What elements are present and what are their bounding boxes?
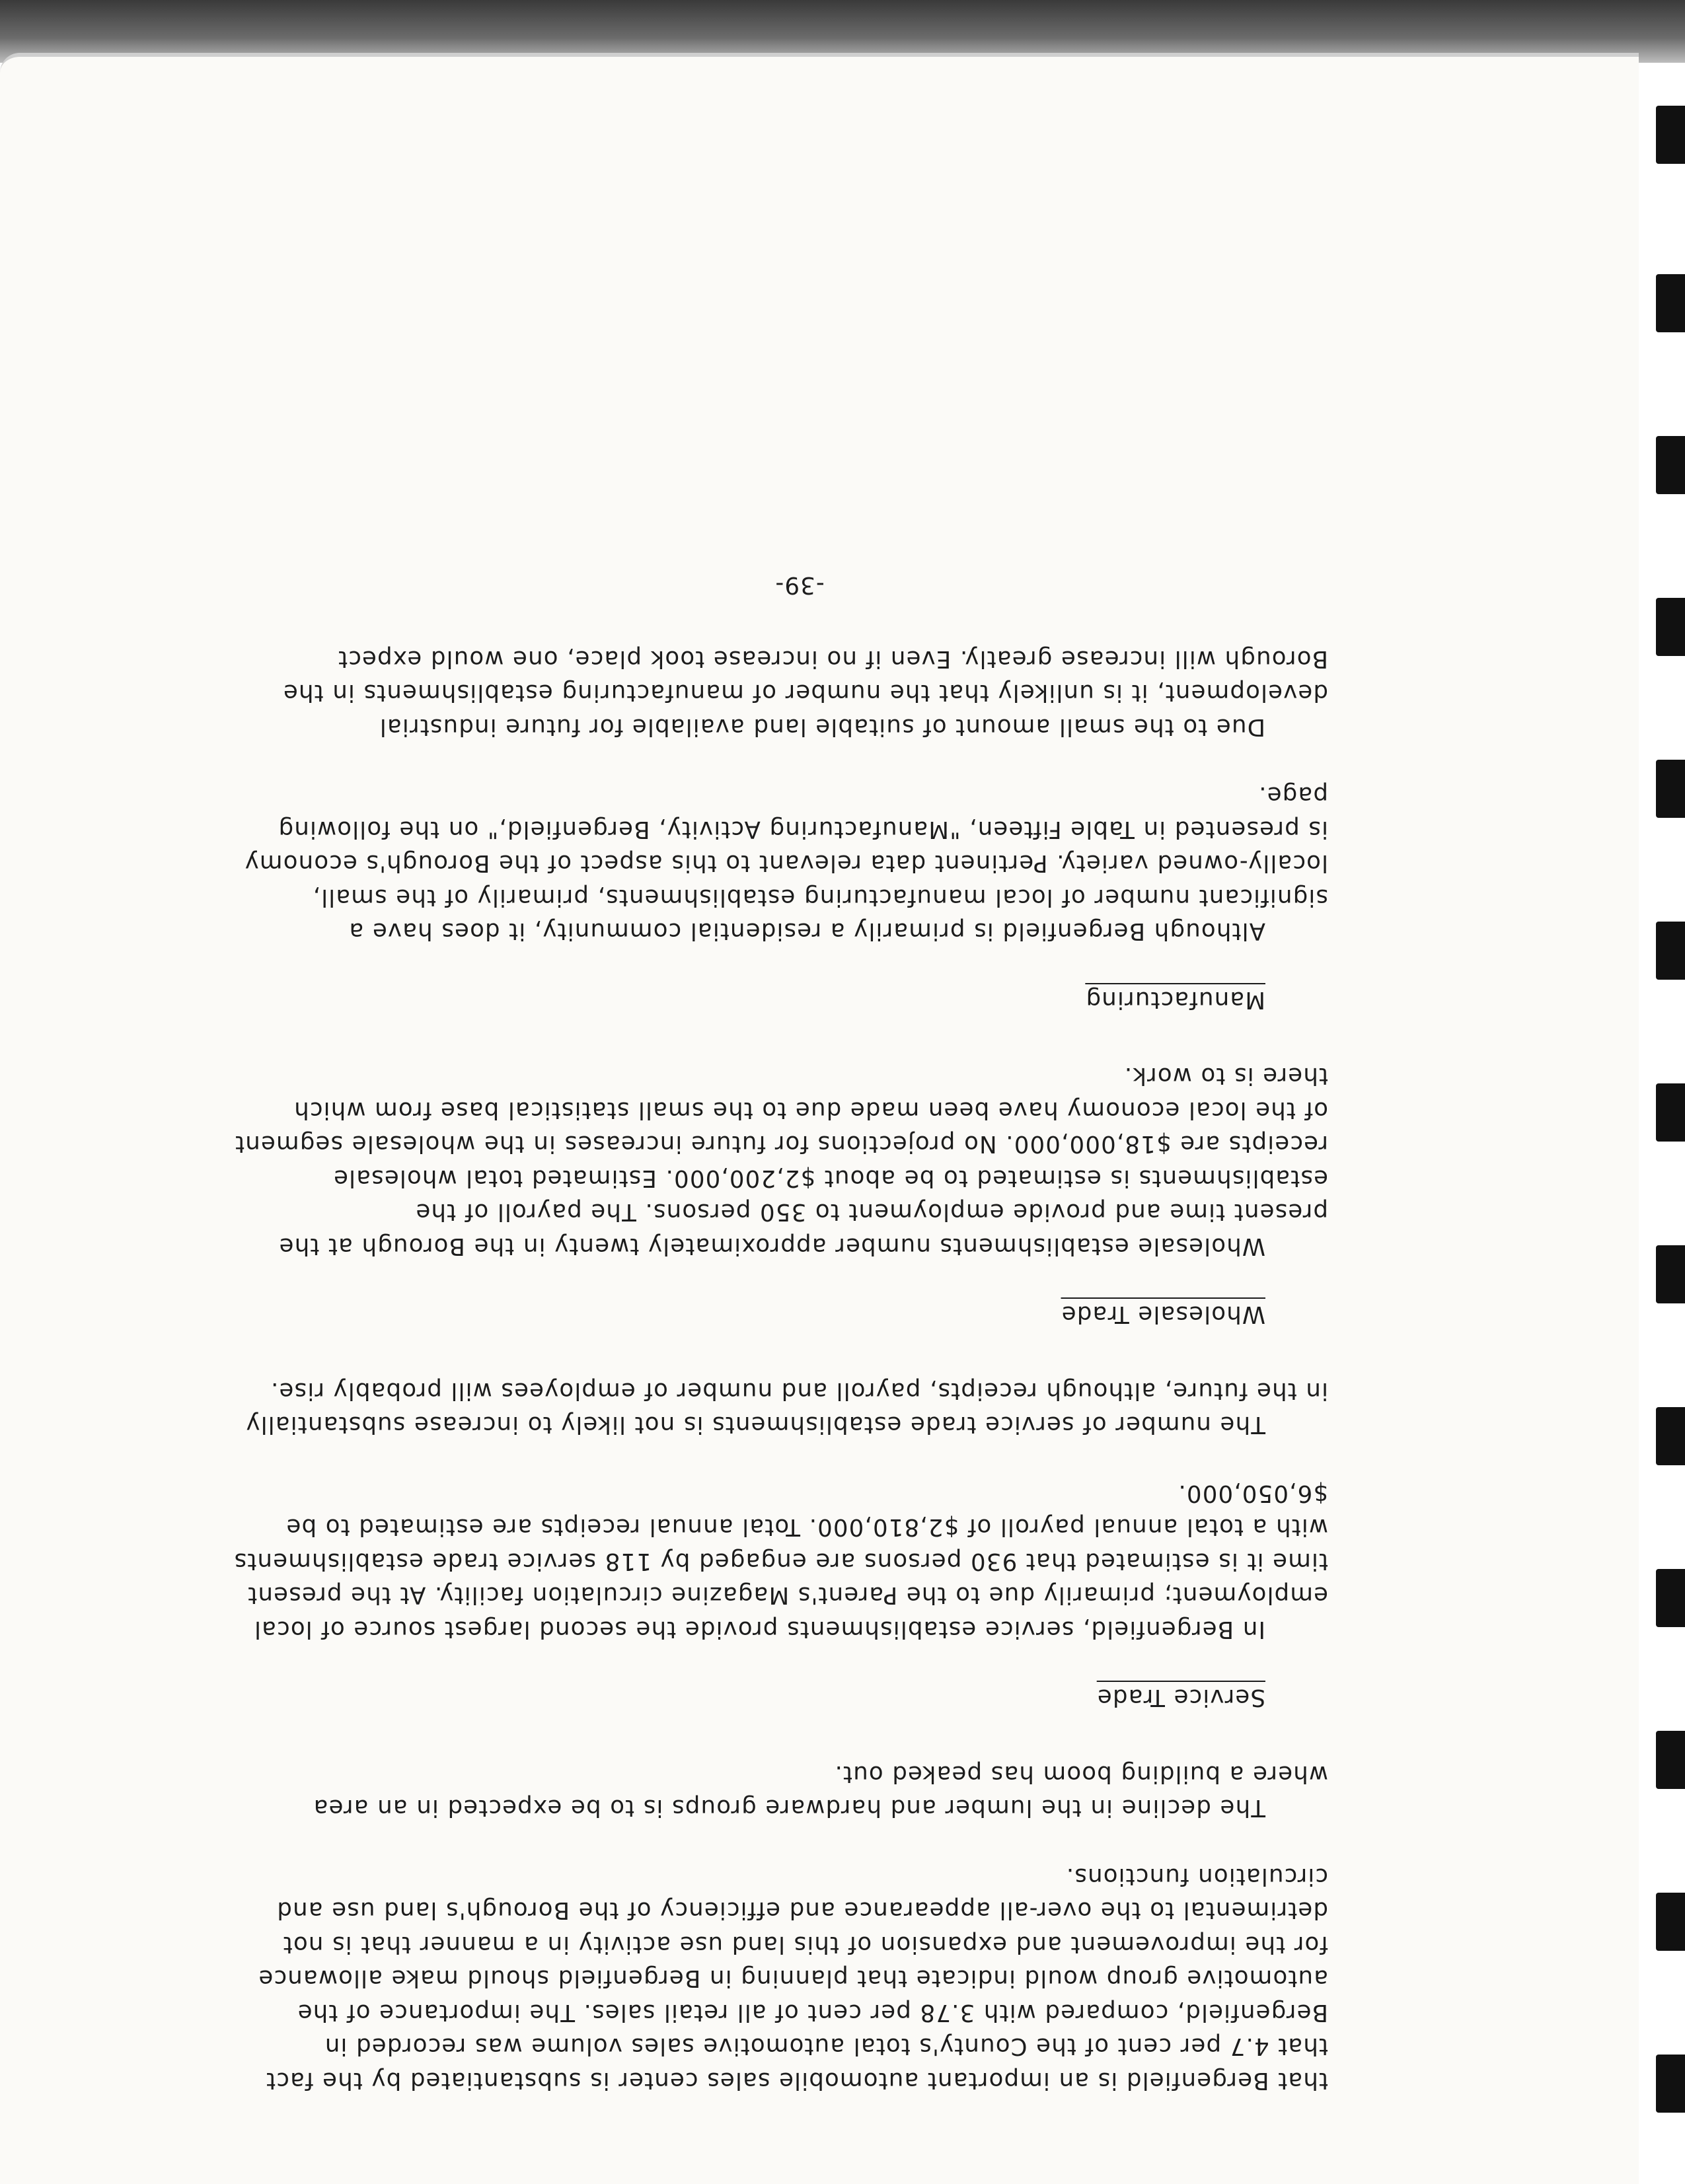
page-number: -39-: [774, 571, 825, 599]
paragraph-manufacturing-outlook: Due to the small amount of suitable land available for future industrial development, it is unlikely that the number of manufacturing establishments in the Borough will increase greatly. Even if no increase took place, one would expect: [282, 645, 1328, 741]
paragraph-manufacturing-overview: Although Bergenfield is primarily a residential community, it does have a significant number of local manufacturing establishments, primarily of the small, locally-owned variety. Pertinent data relevant to this aspect of the Borough's economy is presented in Table Fifteen, "Manufacturing Activity, Bergenfield," on the following page.: [244, 782, 1328, 945]
paragraph-lumber-hardware: The decline in the lumber and hardware groups is to be expected in an area where a building boom has peaked out.: [313, 1761, 1328, 1822]
paragraph-automotive: that Bergenfield is an important automobile sales center is substantiated by the fact that 4.7 per cent of the County's total automotive sales volume was recorded in Bergenfield, compared with 3.78 per cent of all retail sales. The importance of the automotive group would indicate that planning in Bergenfield should make allowance for the improvement and expansion of this land use activity in a manner that is not detrimental to the over-all appearance and efficiency of the Borough's land use and circulation functions.: [258, 1863, 1328, 2094]
paragraph-service-outlook: The number of service trade establishments is not likely to increase substantially in the future, although receipts, payroll and number of employees will probably rise.: [245, 1377, 1328, 1439]
paragraph-wholesale: Wholesale establishments number approximately twenty in the Borough at the present time and provide employment to 350 persons. The payroll of the establishments is estimated to be about $2,200,000. Estimated total wholesale receipts are $18,000,000. No projections for future increases in the wholesale segment of the local economy have been made due to the small statistical base from which there is to work.: [234, 1062, 1328, 1260]
heading-service-trade: Service Trade: [1096, 1684, 1265, 1712]
heading-manufacturing: Manufacturing: [1085, 986, 1265, 1013]
paragraph-service-employment: In Bergenfield, service establishments provide the second largest source of local employment; primarily due to the Parent's Magazine circulation facility. At the present time it is estimated that 930 persons are engaged by 118 service trade establishments with a total annual payroll of $2,810,000. Total annual receipts are estimated to be $6,050,000.: [233, 1480, 1328, 1643]
page-content: [231, 568, 1328, 2097]
heading-wholesale-trade: Wholesale Trade: [1061, 1301, 1265, 1329]
